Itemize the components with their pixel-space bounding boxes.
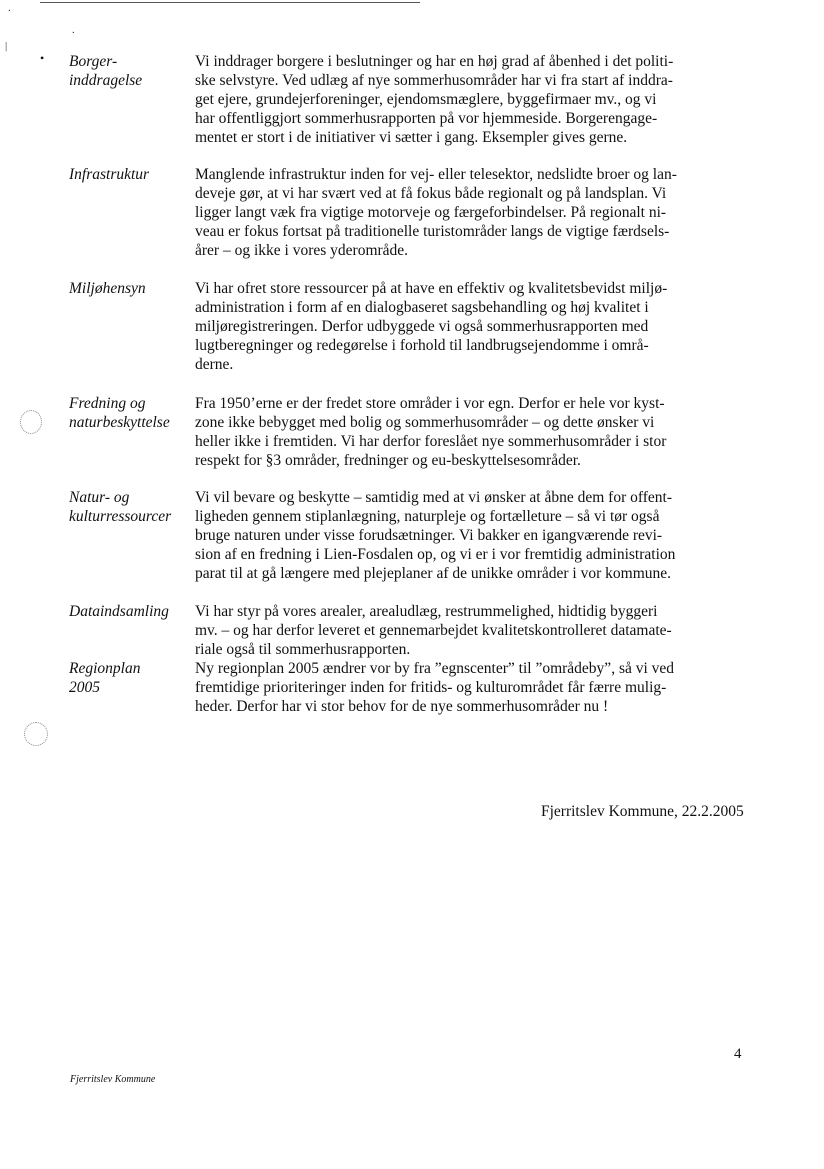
text-line: Manglende infrastruktur inden for vej- eller telesektor, nedslidte broer og lan-	[195, 166, 677, 183]
text-line: lugtberegninger og redegørelse i forhold til landbrugsejendomme i områ-	[195, 337, 649, 354]
section-body	[195, 488, 710, 583]
section-label: Borger- inddragelse	[69, 53, 143, 89]
scan-speck: .	[72, 24, 75, 36]
text-line: ske selvstyre. Ved udlæg af nye sommerhusområder har vi fra start af inddra-	[195, 72, 673, 89]
text-line: Ny regionplan 2005 ændrer vor by fra ”egnscenter” til ”områdeby”, så vi ved	[195, 660, 675, 677]
text-line: årer – og ikke i vores yderområde.	[195, 242, 409, 259]
text-line: get ejere, grundejerforeninger, ejendomsmæglere, byggefirmaer mv., og vi	[195, 91, 657, 108]
text-line: zone ikke bebygget med bolig og sommerhusområder – og dette ønsker vi	[195, 414, 655, 431]
section-body	[195, 659, 710, 716]
text-line: mentet er stort i de initiativer vi sætter i gang. Eksempler gives gerne.	[195, 129, 628, 146]
text-line: veau er fokus fortsat på traditionelle turistområder langs de vigtige færdsels-	[195, 223, 670, 240]
text-line: har offentliggjort sommerhusrapporten på vor hjemmeside. Borgerengage-	[195, 110, 658, 127]
section-body	[195, 279, 710, 374]
section-body	[195, 52, 710, 147]
text-line: administration i form af en dialogbaseret sagsbehandling og høj kvalitet i	[195, 299, 649, 316]
section-body	[195, 394, 710, 470]
text-line: parat til at gå længere med plejeplaner af de unikke områder i vor kommune.	[195, 565, 672, 582]
text-line: sion af en fredning i Lien-Fosdalen op, og vi er i vor fremtidig administration	[195, 546, 676, 563]
text-line: bruge naturen under visse forudsætninger. Vi bakker en igangværende revi-	[195, 527, 663, 544]
text-line: derne.	[195, 356, 234, 373]
text-line: heller ikke i fremtiden. Vi har derfor foreslået nye sommerhusområder i stor	[195, 433, 667, 450]
scan-edge-line	[40, 2, 420, 3]
text-line: Fra 1950’erne er der fredet store områder i vor egn. Derfor er hele vor kyst-	[195, 395, 665, 412]
text-line: Vi har styr på vores arealer, arealudlæg, restrummelighed, hidtidig byggeri	[195, 603, 658, 620]
text-line: Vi inddrager borgere i beslutninger og har en høj grad af åbenhed i det politi-	[195, 53, 674, 70]
signature-line: Fjerritslev Kommune, 22.2.2005	[541, 803, 744, 820]
punch-hole-mark	[24, 722, 48, 746]
section-label: Miljøhensyn	[69, 280, 146, 297]
text-line: riale også til sommerhusrapporten.	[195, 641, 411, 658]
text-line: respekt for §3 områder, fredninger og eu-beskyttelsesområder.	[195, 452, 581, 469]
text-line: miljøregistreringen. Derfor udbyggede vi også sommerhusrapporten med	[195, 318, 649, 335]
text-line: heder. Derfor har vi stor behov for de nye sommerhusområder nu !	[195, 698, 609, 715]
text-line: Vi har ofret store ressourcer på at have en effektiv og kvalitetsbevidst miljø-	[195, 280, 668, 297]
section-label: Fredning og naturbeskyttelse	[69, 395, 170, 431]
section-label: Natur- og kulturressourcer	[69, 489, 172, 525]
bullet-mark: •	[40, 51, 45, 65]
text-line: deveje gør, at vi har svært ved at få fokus både regionalt og på landsplan. Vi	[195, 185, 667, 202]
section-label: Regionplan 2005	[69, 660, 141, 696]
scan-speck: |	[5, 40, 8, 52]
section-body	[195, 165, 710, 260]
footer-text: Fjerritslev Kommune	[70, 1074, 156, 1085]
section-label: Infrastruktur	[69, 166, 150, 183]
text-line: ligger langt væk fra vigtige motorveje og færgeforbindelser. På regionalt ni-	[195, 204, 667, 221]
text-line: ligheden gennem stiplanlægning, naturpleje og fortælleture – så vi tør også	[195, 508, 660, 525]
text-line: fremtidige prioriteringer inden for fritids- og kulturområdet får færre mulig-	[195, 679, 667, 696]
text-line: mv. – og har derfor leveret et gennemarbejdet kvalitetskontrolleret datamate-	[195, 622, 672, 639]
text-line: Vi vil bevare og beskytte – samtidig med at vi ønsker at åbne dem for offent-	[195, 489, 672, 506]
scan-speck: .	[8, 2, 11, 14]
punch-hole-mark	[20, 410, 42, 434]
section-label: Dataindsamling	[69, 603, 169, 620]
page-number: 4	[734, 1046, 742, 1062]
section-body	[195, 602, 710, 659]
